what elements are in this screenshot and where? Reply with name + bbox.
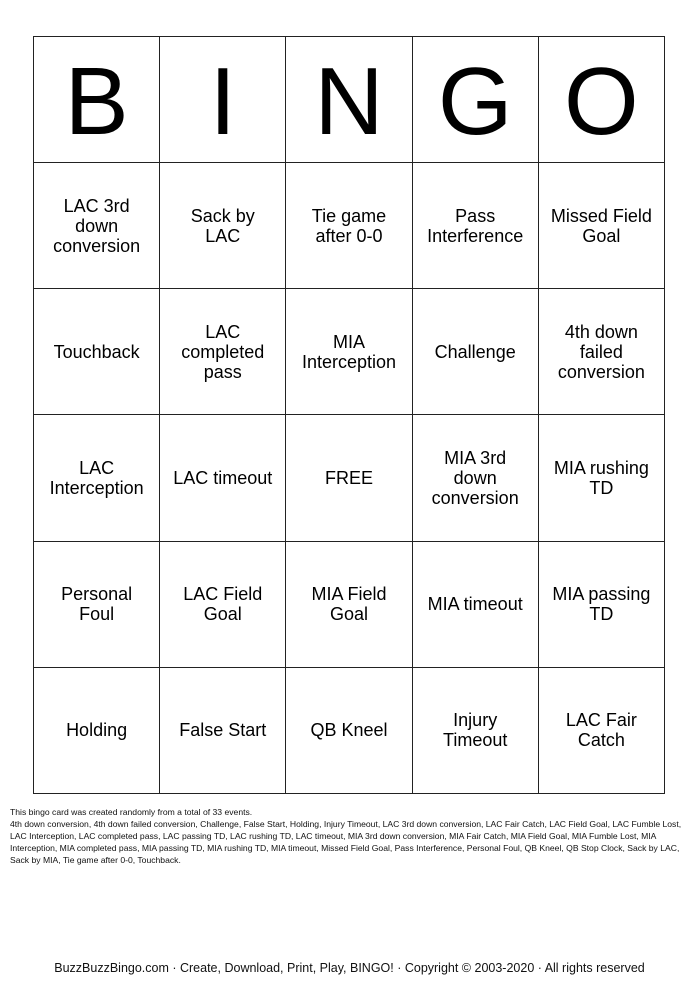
bingo-cell [160, 163, 286, 289]
bingo-cell [34, 542, 160, 668]
cell-label: LAC timeout [173, 468, 273, 489]
cell-label: MIA Interception [301, 331, 397, 372]
bingo-cell [413, 289, 539, 415]
header-letter-i: I [160, 37, 286, 163]
cell-label: Missed Field Goal [550, 205, 652, 246]
page-footer: BuzzBuzzBingo.com · Create, Download, Print, Play, BINGO! · Copyright © 2003-2020 · All rights reserved [54, 961, 645, 975]
cell-label: 4th down failed conversion [557, 321, 645, 382]
cell-label: False Start [179, 720, 267, 741]
bingo-cell [539, 415, 665, 541]
header-letter-o: O [539, 37, 665, 163]
cell-label: Personal Foul [61, 584, 133, 625]
header-letter-n: N [286, 37, 412, 163]
bingo-cell [413, 542, 539, 668]
cell-label: QB Kneel [310, 720, 388, 741]
bingo-cell [160, 668, 286, 794]
header-letter-b: B [34, 37, 160, 163]
bingo-cell [539, 542, 665, 668]
cell-label: LAC Interception [49, 458, 144, 499]
cell-label: Tie game after 0-0 [311, 205, 387, 246]
bingo-cell [34, 163, 160, 289]
cell-label: LAC 3rd down conversion [53, 195, 141, 256]
cell-label: FREE [324, 468, 373, 489]
bingo-cell [34, 415, 160, 541]
cell-label: Pass Interference [427, 205, 524, 246]
cell-label: MIA timeout [427, 594, 523, 615]
description-summary: This bingo card was created randomly from a total of 33 events. [10, 807, 253, 817]
bingo-cell [413, 163, 539, 289]
bingo-cell [34, 668, 160, 794]
bingo-cell [286, 668, 412, 794]
bingo-cell [539, 668, 665, 794]
cell-label: MIA rushing TD [553, 458, 649, 499]
bingo-cell [160, 542, 286, 668]
bingo-cell [286, 163, 412, 289]
cell-label: Holding [66, 720, 128, 741]
bingo-cell [413, 668, 539, 794]
description-event-list: 4th down conversion, 4th down failed conversion, Challenge, False Start, Holding, Injury Timeout, LAC 3rd down conversion, LAC Fair Catch, LAC Field Goal, LAC Fumble Lost, LAC Interception, LAC completed pass, LAC passing TD, LAC rushing TD, LAC timeout, MIA 3rd down conversion, MIA Fair Catch, MIA Field Goal, MIA Fumble Lost, MIA Interception, MIA completed pass, MIA passing TD, MIA rushing TD, MIA timeout, Missed Field Goal, Pass Interference, Personal Foul, QB Kneel, QB Stop Clock, Sack by LAC, Sack by MIA, Tie game after 0-0, Touchback. [10, 819, 682, 865]
bingo-card [33, 36, 665, 794]
card-description [10, 806, 690, 866]
cell-label: Injury Timeout [443, 710, 508, 751]
cell-label: MIA 3rd down conversion [431, 448, 519, 509]
cell-label: MIA passing TD [552, 584, 651, 625]
cell-label: LAC Field Goal [183, 584, 263, 625]
bingo-cell [286, 289, 412, 415]
bingo-cell [539, 163, 665, 289]
cell-label: LAC completed pass [181, 321, 265, 382]
cell-label: Sack by LAC [190, 205, 255, 246]
cell-label: MIA Field Goal [311, 584, 387, 625]
free-space-cell [286, 415, 412, 541]
bingo-cell [160, 289, 286, 415]
bingo-cell [34, 289, 160, 415]
bingo-cell [413, 415, 539, 541]
cell-label: Challenge [434, 341, 516, 362]
cell-label: Touchback [53, 341, 140, 362]
bingo-cell [160, 415, 286, 541]
header-letter-g: G [413, 37, 539, 163]
bingo-cell [286, 542, 412, 668]
cell-label: LAC Fair Catch [565, 710, 637, 751]
bingo-cell [539, 289, 665, 415]
